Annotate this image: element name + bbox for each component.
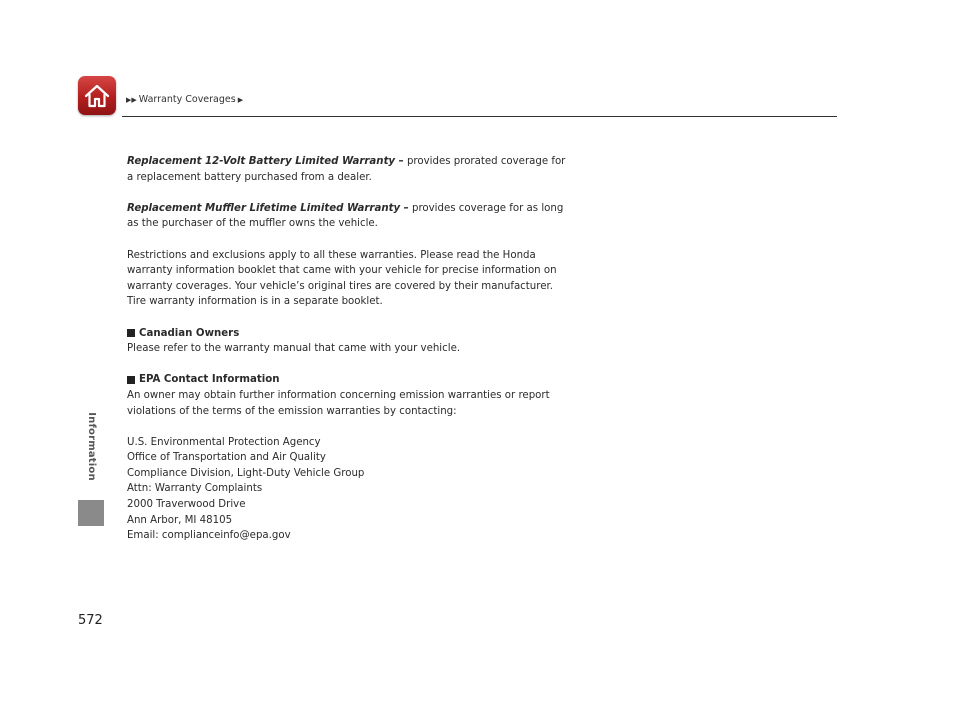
canadian-owners-text: Please refer to the warranty manual that came with your vehicle.	[127, 343, 461, 355]
epa-contact-heading	[127, 372, 567, 388]
battery-warranty-text: provides prorated coverage for a replacement battery purchased from a dealer.	[127, 156, 566, 183]
page-content	[127, 154, 567, 544]
canadian-owners-heading-text: Canadian Owners	[139, 327, 240, 339]
breadcrumb-link-warranty-coverages[interactable]: Warranty Coverages	[138, 94, 236, 105]
epa-contact-text: An owner may obtain further information concerning emission warranties or report violations of the terms of the emission warranties by contacting:	[127, 389, 550, 417]
battery-warranty-paragraph	[127, 154, 567, 185]
breadcrumb-arrow-icon: ▶▶	[126, 95, 137, 104]
section-tab[interactable]	[78, 395, 104, 498]
address-line: U.S. Environmental Protection Agency	[127, 436, 321, 448]
address-email[interactable]: Email: complianceinfo@epa.gov	[127, 530, 291, 542]
home-icon	[83, 83, 111, 109]
section-tab-label: Information	[85, 412, 97, 481]
breadcrumb	[126, 94, 243, 105]
epa-address-block	[127, 435, 567, 544]
page-number: 572	[78, 613, 103, 628]
breadcrumb-arrow-icon: ▶	[237, 95, 244, 104]
address-line: Attn: Warranty Complaints	[127, 483, 263, 495]
address-line: Office of Transportation and Air Quality	[127, 452, 326, 464]
address-line: Compliance Division, Light-Duty Vehicle Group	[127, 467, 365, 479]
square-bullet-icon	[127, 329, 135, 337]
address-line: Ann Arbor, MI 48105	[127, 514, 233, 526]
muffler-warranty-title: Replacement Muffler Lifetime Limited Warranty –	[127, 202, 409, 214]
address-line: 2000 Traverwood Drive	[127, 499, 246, 511]
square-bullet-icon	[127, 376, 135, 384]
muffler-warranty-text: provides coverage for as long as the purchaser of the muffler owns the vehicle.	[127, 202, 564, 230]
restrictions-paragraph: Restrictions and exclusions apply to all these warranties. Please read the Honda warranty information booklet that came with your vehicle for precise information on warranty coverages. Your vehicle’s original tires are covered by their manufacturer. Tire warranty information is in a separate booklet.	[127, 249, 557, 308]
section-tab-marker	[78, 500, 104, 526]
muffler-warranty-paragraph	[127, 201, 567, 232]
header-divider	[122, 116, 837, 117]
epa-contact-heading-text: EPA Contact Information	[139, 374, 280, 386]
canadian-owners-heading	[127, 326, 567, 342]
home-button[interactable]	[78, 76, 116, 115]
battery-warranty-title: Replacement 12-Volt Battery Limited Warranty –	[127, 156, 404, 167]
